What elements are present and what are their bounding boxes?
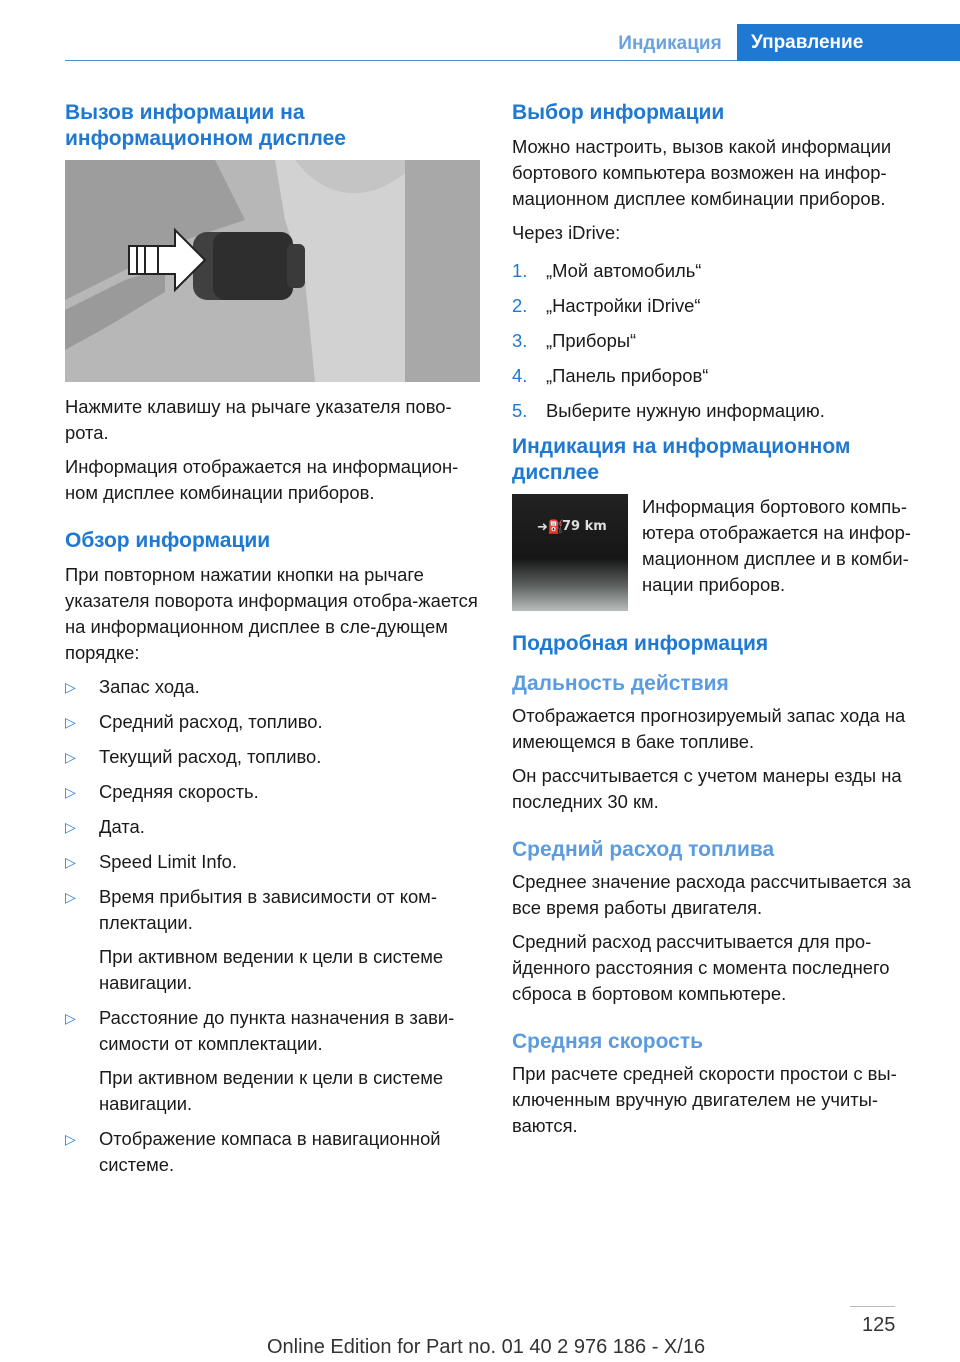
speed-paragraph: При расчете средней скорости простои с вы-ключенным вручную двигателем не учиты-ваются. — [512, 1063, 897, 1136]
list-item: ▷ Запас хода. — [65, 674, 480, 700]
triangle-bullet-icon: ▷ — [65, 1010, 76, 1026]
triangle-bullet-icon: ▷ — [65, 1131, 76, 1147]
section-title-call-info: Вызов информации на информационном дисплее — [65, 101, 346, 150]
via-idrive-text: Через iDrive: — [512, 222, 621, 243]
subsection-title-range: Дальность действия — [512, 672, 729, 695]
section-title-overview: Обзор информации — [65, 529, 271, 552]
edition-footer: Online Edition for Part no. 01 40 2 976 186 - X/16 — [267, 1336, 706, 1358]
subsection-title-consumption: Средний расход топлива — [512, 838, 775, 861]
idrive-steps-list — [512, 258, 932, 424]
footer-rule — [850, 1306, 895, 1307]
range-paragraph-2: Он рассчитывается с учетом манеры езды на последних 30 км. — [512, 765, 902, 812]
select-paragraph: Можно настроить, вызов какой информации бортового компьютера возможен на инфор-мационном дисплее комбинации приборов. — [512, 136, 892, 209]
triangle-bullet-icon: ▷ — [65, 819, 76, 835]
tab-indication[interactable]: Индикация — [618, 33, 722, 54]
tab-control[interactable]: Управление — [737, 24, 960, 61]
display-row — [512, 494, 932, 611]
triangle-bullet-icon: ▷ — [65, 889, 76, 905]
fuel-pump-icon: ➜⛽ — [537, 519, 565, 534]
section-title-display: Индикация на информационном дисплее — [512, 435, 851, 484]
step-item: 2. „Настройки iDrive“ — [512, 295, 701, 316]
triangle-bullet-icon: ▷ — [65, 679, 76, 695]
section-title-details: Подробная информация — [512, 632, 769, 655]
triangle-bullet-icon: ▷ — [65, 784, 76, 800]
range-display-figure — [512, 494, 628, 611]
subsection-title-speed: Средняя скорость — [512, 1030, 704, 1053]
info-displayed-text: Информация отображается на информацион-ном дисплее комбинации приборов. — [65, 456, 459, 503]
list-item: ▷ Дата. — [65, 814, 480, 840]
section-title-select-info: Выбор информации — [512, 101, 725, 124]
list-item: ▷ Средний расход, топливо. — [65, 709, 480, 735]
instruction-press-button: Нажмите клавишу на рычаге указателя пово-рота. — [65, 396, 452, 443]
consumption-paragraph-2: Средний расход рассчитывается для про-йденного расстояния с момента последнего сброса в бортовом компьютере. — [512, 931, 890, 1004]
list-item: ▷ Средняя скорость. — [65, 779, 480, 805]
list-item: ▷ Расстояние до пункта назначения в зави-симости от комплектации. При активном ведении к цели в системе навигации. — [65, 1005, 480, 1117]
step-item: 5. Выберите нужную информацию. — [512, 400, 825, 421]
list-item: ▷ Speed Limit Info. — [65, 849, 480, 875]
consumption-paragraph-1: Среднее значение расхода рассчитывается за все время работы двигателя. — [512, 871, 911, 918]
left-column — [65, 100, 480, 1187]
overview-paragraph: При повторном нажатии кнопки на рычаге указателя поворота информация отобра-жается на информационном дисплее в сле-дующем порядке: — [65, 564, 478, 663]
triangle-bullet-icon: ▷ — [65, 714, 76, 730]
range-value: 79 km — [562, 519, 607, 534]
triangle-bullet-icon: ▷ — [65, 854, 76, 870]
list-item: ▷ Текущий расход, топливо. — [65, 744, 480, 770]
triangle-bullet-icon: ▷ — [65, 749, 76, 765]
display-paragraph: Информация бортового компь-ютера отображается на инфор-мационном дисплее и в комби-нации приборов. — [642, 496, 911, 595]
right-column — [512, 100, 932, 1147]
step-item: 3. „Приборы“ — [512, 330, 637, 351]
sub-note: При активном ведении к цели в системе навигации. — [99, 1067, 444, 1114]
list-item: ▷ Отображение компаса в навигационной системе. — [65, 1128, 441, 1175]
page-number: 125 — [862, 1314, 896, 1336]
sub-note: При активном ведении к цели в системе навигации. — [99, 946, 444, 993]
step-item: 4. „Панель приборов“ — [512, 365, 709, 386]
range-paragraph-1: Отображается прогнозируемый запас хода на имеющемся в баке топливе. — [512, 705, 906, 752]
turn-signal-lever-figure — [65, 160, 480, 382]
list-item: ▷ Время прибытия в зависимости от ком-плектации. При активном ведении к цели в системе навигации. — [65, 884, 480, 996]
step-item: 1. „Мой автомобиль“ — [512, 260, 702, 281]
info-order-list — [65, 674, 480, 1178]
